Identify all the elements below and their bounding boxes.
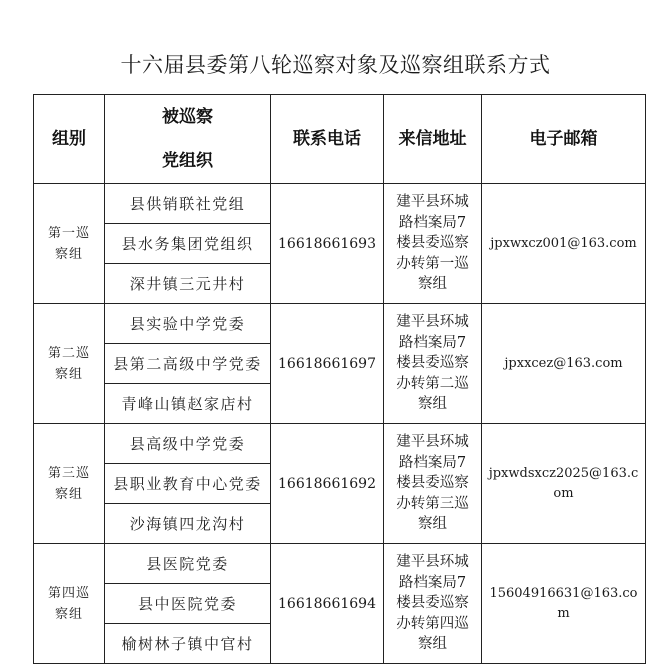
group-name-line1: 第三巡 [47,465,90,481]
unit-cell: 县水务集团党组织 [105,224,271,264]
address-line: 楼县委巡察 [396,355,469,372]
group-name-cell [34,424,105,544]
group-name-line1: 第四巡 [47,585,90,601]
table-row [34,544,646,584]
group-name-cell [34,184,105,304]
group-name-cell [34,544,105,664]
unit-cell: 青峰山镇赵家店村 [105,384,271,424]
email-cell: jpxwxcz001@163.com [482,184,646,304]
page-title: 十六届县委第八轮巡察对象及巡察组联系方式 [120,53,551,77]
address-line: 察组 [418,396,447,413]
group-name-line2: 察组 [54,486,83,502]
header-group: 组别 [34,95,105,184]
group-name-line1: 第二巡 [47,345,90,361]
phone-cell: 16618661692 [271,424,384,544]
address-line: 建平县环城 [396,554,469,571]
address-line: 楼县委巡察 [396,235,469,252]
address-line: 建平县环城 [396,194,469,211]
address-line: 楼县委巡察 [396,475,469,492]
unit-cell: 县第二高级中学党委 [105,344,271,384]
table-row [34,304,646,344]
table-row [34,184,646,224]
group-name-cell [34,304,105,424]
address-line: 路档案局7 [398,214,467,231]
group-name-line2: 察组 [54,366,83,382]
header-unit [105,95,271,184]
group-name-line2: 察组 [54,606,83,622]
address-line: 楼县委巡察 [396,595,469,612]
address-line: 办转第一巡 [396,255,469,272]
email-cell: 15604916631@163.com [482,544,646,664]
address-line: 路档案局7 [398,454,467,471]
address-line: 建平县环城 [396,314,469,331]
phone-cell: 16618661697 [271,304,384,424]
address-cell [384,424,482,544]
address-line: 察组 [418,276,447,293]
address-line: 建平县环城 [396,434,469,451]
contact-table [33,94,646,664]
unit-cell: 县中医院党委 [105,584,271,624]
unit-cell: 县职业教育中心党委 [105,464,271,504]
phone-cell: 16618661693 [271,184,384,304]
header-address: 来信地址 [384,95,482,184]
address-line: 路档案局7 [398,574,467,591]
address-line: 察组 [418,636,447,653]
address-cell [384,184,482,304]
table-row [34,424,646,464]
phone-cell: 16618661694 [271,544,384,664]
unit-cell: 沙海镇四龙沟村 [105,504,271,544]
unit-cell: 榆树林子镇中官村 [105,624,271,664]
header-phone: 联系电话 [271,95,384,184]
address-cell [384,304,482,424]
email-cell: jpxwdsxcz2025@163.com [482,424,646,544]
header-unit-line1: 被巡察 [162,107,213,127]
unit-cell: 深井镇三元井村 [105,264,271,304]
unit-cell: 县医院党委 [105,544,271,584]
address-line: 路档案局7 [398,334,467,351]
email-cell: jpxxcez@163.com [482,304,646,424]
unit-cell: 县供销联社党组 [105,184,271,224]
address-line: 察组 [418,516,447,533]
unit-cell: 县高级中学党委 [105,424,271,464]
address-line: 办转第四巡 [396,615,469,632]
address-cell [384,544,482,664]
address-line: 办转第二巡 [396,375,469,392]
group-name-line1: 第一巡 [47,225,90,241]
header-email: 电子邮箱 [482,95,646,184]
group-name-line2: 察组 [54,246,83,262]
table-header-row [34,95,646,184]
address-line: 办转第三巡 [396,495,469,512]
unit-cell: 县实验中学党委 [105,304,271,344]
header-unit-line2: 党组织 [162,151,213,171]
